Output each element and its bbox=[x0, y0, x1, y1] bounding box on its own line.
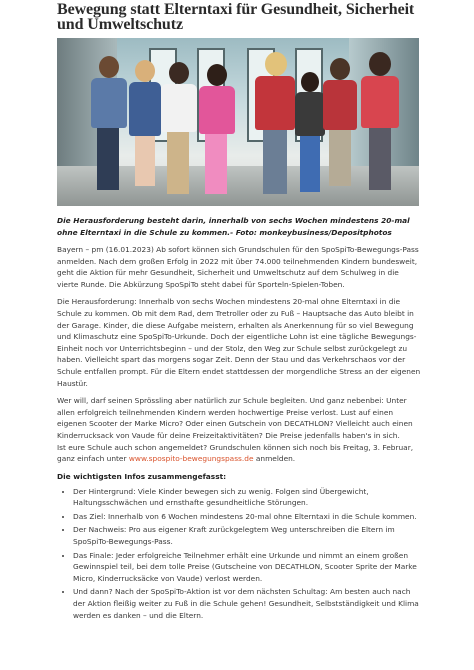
registration-text-end: anmelden. bbox=[255, 454, 296, 464]
summary-list bbox=[57, 486, 421, 622]
article-photo bbox=[57, 38, 419, 206]
paragraph-intro bbox=[57, 244, 421, 290]
list-item: • Und dann? Nach der SpoSpiTo-Aktion ist vor dem nächsten Schultag: Am besten auch nach der Aktion fleißig weiter zu Fuß in die Schule gehen! Gesundheit, Selbstständigkeit und Klima werden es danken – und die Eltern. bbox=[73, 586, 421, 621]
list-item: • Das Finale: Jeder erfolgreiche Teilnehmer erhält eine Urkunde und nimmt an einem großen Gewinnspiel teil, bei dem tolle Preise (Gutscheine von DECATHLON, Scooter Sprite der Marke Micro, Kinderrucksäcke von Vaude) verlost werden. bbox=[73, 550, 421, 585]
paragraph-registration bbox=[57, 442, 421, 465]
paragraph-challenge bbox=[57, 296, 421, 389]
registration-link[interactable]: www.spospito-bewegungspass.de bbox=[128, 454, 254, 464]
article bbox=[57, 0, 421, 623]
photo-child bbox=[127, 60, 163, 200]
photo-child bbox=[321, 58, 359, 198]
photo-child bbox=[159, 62, 199, 206]
paragraph-prizes bbox=[57, 395, 421, 465]
photo-caption: Die Herausforderung besteht darin, innerhalb von sechs Wochen mindestens 20-mal ohne Elterntaxi in die Schule zu kommen.- Foto: monkeybusiness/Depositphotos bbox=[57, 216, 410, 237]
list-item: • Der Hintergrund: Viele Kinder bewegen sich zu wenig. Folgen sind Übergewicht, Haltungsschwächen und ernsthafte gesundheitliche Störungen. bbox=[73, 486, 421, 509]
paragraph-challenge-text: Die Herausforderung: Innerhalb von sechs Wochen mindestens 20-mal ohne Elterntaxi in die Schule zu kommen. Ob mit dem Rad, dem Tretroller oder zu Fuß – Hauptsache das Auto bleibt in der Garage. Kinder, die diese Aufgabe meistern, erhalten als Anerkennung für so viel Bewegung und Klimaschutz eine SpoSpiTo-Urkunde. Doch der eigentliche Lohn ist eine tägliche Bewegungs-Einheit noch vor Unterrichtsbeginn – und der Stolz, den Weg zur Schule selbst zurückgelegt zu haben. Vielleicht spart das morgens sogar Zeit. Denn der Stau und das Verkehrschaos vor der Schule entfallen prompt. Für die Eltern endet stattdessen der morgendliche Stress an der eigenen Haustür. bbox=[57, 297, 421, 388]
photo-child bbox=[89, 56, 129, 206]
photo-child bbox=[253, 52, 297, 206]
summary-heading: Die wichtigsten Infos zusammengefasst: bbox=[57, 471, 227, 481]
registration-text: Ist eure Schule auch schon angemeldet? Grundschulen können sich noch bis Freitag, 3. Februar, ganz einfach unter bbox=[57, 442, 414, 464]
list-item: • Das Ziel: Innerhalb von 6 Wochen mindestens 20-mal ohne Elterntaxi in die Schule kommen. bbox=[73, 511, 421, 523]
paragraph-prizes-text: Wer will, darf seinen Sprössling aber natürlich zur Schule begleiten. Und ganz nebenbei: Unter allen erfolgreich teilnehmenden Kindern werden hochwertige Preise verlost. Lust auf einen eigenen Scooter der Marke Micro? Oder einen Gutschein von DECATHLON? Vielleicht auch einen Kinderrucksack von Vaude für deine Freizeitaktivitäten? Die Preise jedenfalls haben's in sich. bbox=[57, 396, 413, 440]
photo-child bbox=[197, 64, 237, 206]
list-item: • Der Nachweis: Pro aus eigener Kraft zurückgelegtem Weg unterschreiben die Eltern im SpoSpiTo-Bewegungs-Pass. bbox=[73, 524, 421, 547]
paragraph-intro-text: Bayern – pm (16.01.2023) Ab sofort können sich Grundschulen für den SpoSpiTo-Bewegungs-Pass anmelden. Nach dem großen Erfolg in 2022 mit über 74.000 teilnehmenden Kindern bundesweit, geht die Aktion für mehr Gesundheit, Sicherheit und Umweltschutz auf dem Schulweg in die vierte Runde. Die Abkürzung SpoSpiTo steht dabei für Sporteln-Spielen-Toben. bbox=[57, 245, 419, 289]
article-headline: Bewegung statt Elterntaxi für Gesundheit, Sicherheit und Umweltschutz bbox=[57, 1, 415, 33]
photo-child bbox=[359, 52, 401, 202]
